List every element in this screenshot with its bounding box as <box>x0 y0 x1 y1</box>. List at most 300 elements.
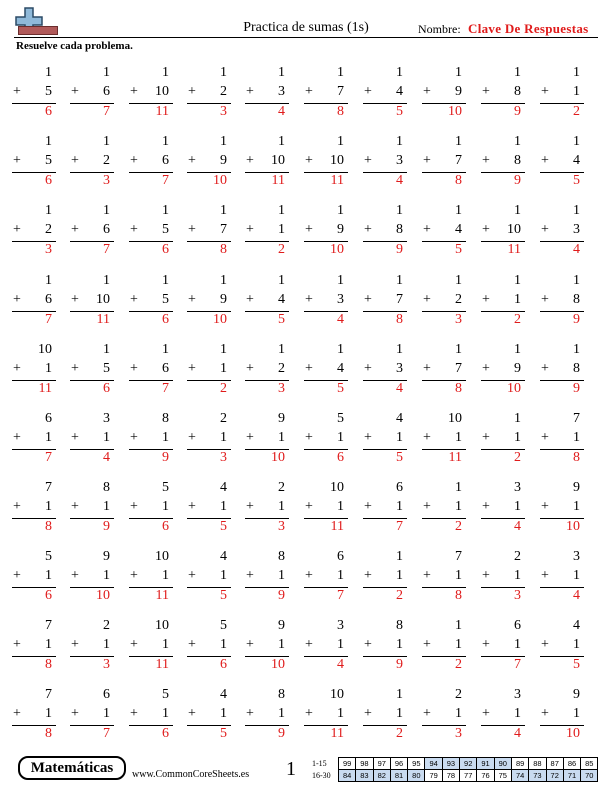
addition-problem <box>185 618 233 674</box>
answer: 2 <box>573 104 580 119</box>
problem-top-number: 1 <box>573 273 580 288</box>
answer: 3 <box>278 381 285 396</box>
problem-top-number: 8 <box>278 687 285 702</box>
plus-sign: + <box>246 84 254 99</box>
answer: 9 <box>162 450 169 465</box>
addition-problem <box>68 687 116 743</box>
problem-bottom-number: 10 <box>96 292 110 307</box>
problem-top-number: 1 <box>103 134 110 149</box>
plus-sign: + <box>188 292 196 307</box>
answer: 10 <box>507 381 521 396</box>
plus-sign: + <box>305 706 313 721</box>
addition-problem <box>127 203 175 259</box>
addition-problem <box>538 134 586 190</box>
addition-problem <box>479 134 527 190</box>
answer: 4 <box>278 104 285 119</box>
answer: 6 <box>162 312 169 327</box>
problem-bottom-number: 4 <box>278 292 285 307</box>
problem-bottom-number: 1 <box>514 292 521 307</box>
addition-problem <box>420 687 468 743</box>
problem-top-number: 6 <box>337 549 344 564</box>
problem-bottom-number: 7 <box>396 292 403 307</box>
problem-bottom-number: 6 <box>162 361 169 376</box>
plus-sign: + <box>305 84 313 99</box>
problem-bottom-number: 1 <box>220 568 227 583</box>
score-cell: 90 <box>494 758 511 770</box>
problem-bottom-number: 1 <box>396 499 403 514</box>
plus-sign: + <box>188 222 196 237</box>
problem-bottom-number: 1 <box>337 637 344 652</box>
problem-bottom-number: 3 <box>573 222 580 237</box>
addition-problem <box>538 687 586 743</box>
problem-top-number: 1 <box>396 342 403 357</box>
plus-sign: + <box>130 153 138 168</box>
problem-bottom-number: 5 <box>162 292 169 307</box>
plus-sign: + <box>71 84 79 99</box>
answer: 5 <box>278 312 285 327</box>
score-cell: 91 <box>477 758 494 770</box>
answer: 11 <box>38 381 52 396</box>
plus-sign: + <box>364 430 372 445</box>
addition-problem <box>538 411 586 467</box>
score-table <box>338 757 598 782</box>
plus-sign: + <box>246 153 254 168</box>
addition-problem <box>361 549 409 605</box>
problem-bottom-number: 1 <box>45 706 52 721</box>
answer: 5 <box>455 242 462 257</box>
answer: 5 <box>220 588 227 603</box>
answer: 9 <box>396 657 403 672</box>
plus-sign: + <box>305 568 313 583</box>
problem-top-number: 4 <box>220 480 227 495</box>
problem-bottom-number: 1 <box>220 430 227 445</box>
problem-top-number: 3 <box>573 549 580 564</box>
problem-bottom-number: 5 <box>103 361 110 376</box>
answer: 5 <box>573 657 580 672</box>
plus-sign: + <box>71 430 79 445</box>
score-cell: 84 <box>339 770 356 782</box>
problem-top-number: 1 <box>455 65 462 80</box>
score-cell: 78 <box>442 770 459 782</box>
problem-top-number: 1 <box>514 134 521 149</box>
answer: 4 <box>337 312 344 327</box>
addition-problem <box>127 618 175 674</box>
problem-top-number: 1 <box>337 273 344 288</box>
problem-bottom-number: 1 <box>514 568 521 583</box>
answer: 6 <box>45 104 52 119</box>
problem-top-number: 1 <box>455 273 462 288</box>
plus-sign: + <box>423 153 431 168</box>
score-cell: 80 <box>408 770 425 782</box>
plus-sign: + <box>246 361 254 376</box>
addition-problem <box>302 342 350 398</box>
answer: 11 <box>96 312 110 327</box>
addition-problem <box>68 549 116 605</box>
answer: 6 <box>45 588 52 603</box>
problem-top-number: 1 <box>573 203 580 218</box>
addition-problem <box>420 342 468 398</box>
problem-top-number: 1 <box>455 203 462 218</box>
answer: 11 <box>271 173 285 188</box>
answer: 5 <box>220 519 227 534</box>
answer: 2 <box>514 312 521 327</box>
addition-problem <box>302 203 350 259</box>
addition-problem <box>68 273 116 329</box>
plus-sign: + <box>541 499 549 514</box>
answer: 2 <box>396 726 403 741</box>
addition-problem <box>302 549 350 605</box>
answer: 7 <box>103 104 110 119</box>
plus-sign: + <box>130 292 138 307</box>
score-cell: 89 <box>511 758 528 770</box>
problem-top-number: 1 <box>514 65 521 80</box>
problem-top-number: 2 <box>103 618 110 633</box>
problem-top-number: 1 <box>396 134 403 149</box>
addition-problem <box>361 134 409 190</box>
problem-top-number: 10 <box>330 480 344 495</box>
problem-top-number: 4 <box>573 618 580 633</box>
answer: 6 <box>220 657 227 672</box>
addition-problem <box>361 687 409 743</box>
problem-top-number: 1 <box>278 273 285 288</box>
answer: 7 <box>45 450 52 465</box>
problem-top-number: 4 <box>396 411 403 426</box>
problem-bottom-number: 1 <box>220 499 227 514</box>
answer: 8 <box>45 519 52 534</box>
addition-problem <box>361 342 409 398</box>
problem-top-number: 3 <box>514 480 521 495</box>
score-cell: 87 <box>546 758 563 770</box>
answer: 4 <box>514 726 521 741</box>
addition-problem <box>479 342 527 398</box>
addition-problem <box>10 549 58 605</box>
addition-problem <box>302 618 350 674</box>
problem-bottom-number: 10 <box>330 153 344 168</box>
problem-bottom-number: 1 <box>103 568 110 583</box>
plus-sign: + <box>130 84 138 99</box>
answer: 8 <box>220 242 227 257</box>
problem-bottom-number: 1 <box>514 637 521 652</box>
problem-bottom-number: 1 <box>455 637 462 652</box>
addition-problem <box>127 480 175 536</box>
answer: 9 <box>396 242 403 257</box>
problem-top-number: 1 <box>514 411 521 426</box>
problem-bottom-number: 1 <box>278 568 285 583</box>
plus-sign: + <box>541 153 549 168</box>
addition-problem <box>68 134 116 190</box>
score-cell: 70 <box>581 770 598 782</box>
answer: 4 <box>573 588 580 603</box>
problem-top-number: 9 <box>278 411 285 426</box>
addition-problem <box>127 411 175 467</box>
plus-sign: + <box>188 84 196 99</box>
problem-top-number: 4 <box>220 687 227 702</box>
problem-bottom-number: 4 <box>396 84 403 99</box>
answer: 7 <box>45 312 52 327</box>
problem-top-number: 5 <box>162 480 169 495</box>
problem-top-number: 8 <box>396 618 403 633</box>
problem-top-number: 1 <box>396 687 403 702</box>
problem-bottom-number: 5 <box>45 84 52 99</box>
addition-problem <box>420 549 468 605</box>
problem-top-number: 1 <box>45 203 52 218</box>
addition-problem <box>538 65 586 121</box>
problem-top-number: 1 <box>396 273 403 288</box>
addition-problem <box>185 273 233 329</box>
problem-bottom-number: 2 <box>103 153 110 168</box>
problem-bottom-number: 6 <box>103 222 110 237</box>
plus-sign: + <box>482 430 490 445</box>
addition-problem <box>243 687 291 743</box>
addition-problem <box>302 134 350 190</box>
problem-top-number: 3 <box>103 411 110 426</box>
plus-sign: + <box>423 430 431 445</box>
problem-top-number: 10 <box>155 549 169 564</box>
problem-top-number: 1 <box>514 203 521 218</box>
answer: 6 <box>162 519 169 534</box>
plus-sign: + <box>364 706 372 721</box>
problem-bottom-number: 3 <box>396 361 403 376</box>
plus-sign: + <box>541 568 549 583</box>
plus-sign: + <box>246 637 254 652</box>
problem-top-number: 6 <box>103 687 110 702</box>
answer: 6 <box>103 381 110 396</box>
plus-sign: + <box>305 361 313 376</box>
answer: 3 <box>220 450 227 465</box>
answer: 2 <box>396 588 403 603</box>
problem-bottom-number: 6 <box>162 153 169 168</box>
problem-top-number: 7 <box>45 480 52 495</box>
answer: 10 <box>330 242 344 257</box>
plus-sign: + <box>305 637 313 652</box>
problem-bottom-number: 8 <box>573 292 580 307</box>
problem-top-number: 3 <box>514 687 521 702</box>
plus-sign: + <box>71 637 79 652</box>
answer: 10 <box>566 726 580 741</box>
plus-sign: + <box>423 568 431 583</box>
answer: 3 <box>514 588 521 603</box>
addition-problem <box>538 342 586 398</box>
problem-bottom-number: 1 <box>337 568 344 583</box>
score-cell: 98 <box>356 758 373 770</box>
plus-sign: + <box>13 222 21 237</box>
plus-sign: + <box>188 637 196 652</box>
plus-sign: + <box>130 568 138 583</box>
answer: 7 <box>103 242 110 257</box>
problem-top-number: 1 <box>514 342 521 357</box>
answer: 11 <box>155 104 169 119</box>
problem-top-number: 1 <box>220 342 227 357</box>
addition-problem <box>185 65 233 121</box>
problem-top-number: 1 <box>455 134 462 149</box>
plus-sign: + <box>13 292 21 307</box>
problem-bottom-number: 1 <box>220 361 227 376</box>
problem-bottom-number: 9 <box>220 292 227 307</box>
problem-top-number: 1 <box>103 342 110 357</box>
answer: 4 <box>396 381 403 396</box>
problem-bottom-number: 1 <box>162 499 169 514</box>
plus-sign: + <box>13 499 21 514</box>
problem-top-number: 7 <box>573 411 580 426</box>
answer: 11 <box>330 173 344 188</box>
problem-top-number: 1 <box>45 273 52 288</box>
answer: 10 <box>271 657 285 672</box>
addition-problem <box>243 134 291 190</box>
problem-bottom-number: 1 <box>278 222 285 237</box>
problem-top-number: 5 <box>45 549 52 564</box>
problem-bottom-number: 3 <box>396 153 403 168</box>
addition-problem <box>420 480 468 536</box>
problem-bottom-number: 1 <box>337 706 344 721</box>
problem-bottom-number: 7 <box>337 84 344 99</box>
answer: 2 <box>455 519 462 534</box>
problem-top-number: 2 <box>278 480 285 495</box>
score-cell: 97 <box>373 758 390 770</box>
answer: 9 <box>514 104 521 119</box>
addition-problem <box>302 687 350 743</box>
problem-top-number: 1 <box>396 203 403 218</box>
problem-top-number: 2 <box>220 411 227 426</box>
problem-bottom-number: 1 <box>278 637 285 652</box>
answer: 4 <box>514 519 521 534</box>
problem-bottom-number: 1 <box>573 84 580 99</box>
plus-sign: + <box>71 292 79 307</box>
problem-top-number: 10 <box>155 618 169 633</box>
addition-problem <box>243 480 291 536</box>
addition-problem <box>479 65 527 121</box>
problem-top-number: 1 <box>337 342 344 357</box>
problem-bottom-number: 1 <box>278 499 285 514</box>
addition-problem <box>10 618 58 674</box>
problem-top-number: 9 <box>573 480 580 495</box>
addition-problem <box>302 411 350 467</box>
plus-sign: + <box>13 637 21 652</box>
score-cell: 76 <box>477 770 494 782</box>
answer: 5 <box>337 381 344 396</box>
answer: 7 <box>103 726 110 741</box>
problem-bottom-number: 1 <box>455 430 462 445</box>
problem-top-number: 10 <box>38 342 52 357</box>
answer: 10 <box>213 312 227 327</box>
problem-top-number: 1 <box>162 342 169 357</box>
problem-bottom-number: 1 <box>337 499 344 514</box>
problem-bottom-number: 1 <box>103 430 110 445</box>
answer: 8 <box>455 588 462 603</box>
addition-problem <box>10 134 58 190</box>
addition-problem <box>185 549 233 605</box>
plus-sign: + <box>305 430 313 445</box>
answer: 3 <box>278 519 285 534</box>
problem-top-number: 2 <box>514 549 521 564</box>
problem-top-number: 1 <box>337 65 344 80</box>
addition-problem <box>302 480 350 536</box>
score-row-label: 16-30 <box>312 771 331 780</box>
addition-problem <box>10 411 58 467</box>
problem-bottom-number: 1 <box>220 706 227 721</box>
problem-bottom-number: 1 <box>162 568 169 583</box>
problem-bottom-number: 9 <box>337 222 344 237</box>
problem-top-number: 1 <box>337 203 344 218</box>
problem-top-number: 1 <box>103 203 110 218</box>
addition-problem <box>538 618 586 674</box>
answer: 10 <box>96 588 110 603</box>
page-title: Practica de sumas (1s) <box>243 20 369 35</box>
score-cell: 75 <box>494 770 511 782</box>
answer: 11 <box>155 657 169 672</box>
problem-top-number: 10 <box>330 687 344 702</box>
plus-sign: + <box>71 153 79 168</box>
answer: 5 <box>220 726 227 741</box>
problem-bottom-number: 7 <box>455 361 462 376</box>
plus-sign: + <box>423 361 431 376</box>
score-cell: 86 <box>563 758 580 770</box>
score-cell: 92 <box>460 758 477 770</box>
plus-sign: + <box>423 637 431 652</box>
answer: 3 <box>220 104 227 119</box>
addition-problem <box>185 411 233 467</box>
problem-top-number: 1 <box>396 549 403 564</box>
answer: 3 <box>103 173 110 188</box>
problem-bottom-number: 1 <box>514 706 521 721</box>
problem-top-number: 8 <box>162 411 169 426</box>
addition-problem <box>243 203 291 259</box>
addition-problem <box>479 687 527 743</box>
plus-sign: + <box>13 430 21 445</box>
plus-sign: + <box>482 637 490 652</box>
plus-sign: + <box>71 706 79 721</box>
addition-problem <box>243 65 291 121</box>
plus-sign: + <box>246 499 254 514</box>
addition-problem <box>68 65 116 121</box>
addition-problem <box>538 480 586 536</box>
addition-problem <box>420 618 468 674</box>
name-label: Nombre: <box>418 22 461 36</box>
problem-bottom-number: 1 <box>220 637 227 652</box>
plus-sign: + <box>364 361 372 376</box>
problem-top-number: 7 <box>45 687 52 702</box>
answer: 6 <box>162 726 169 741</box>
addition-problem <box>68 342 116 398</box>
problem-top-number: 9 <box>278 618 285 633</box>
plus-sign: + <box>482 361 490 376</box>
addition-problem <box>420 203 468 259</box>
problem-bottom-number: 1 <box>396 637 403 652</box>
answer: 8 <box>337 104 344 119</box>
problem-top-number: 6 <box>45 411 52 426</box>
name-value: Clave De Respuestas <box>468 21 589 36</box>
problem-bottom-number: 1 <box>514 430 521 445</box>
problem-top-number: 1 <box>220 203 227 218</box>
problem-bottom-number: 5 <box>162 222 169 237</box>
addition-problem <box>538 203 586 259</box>
problem-top-number: 9 <box>573 687 580 702</box>
problem-bottom-number: 1 <box>103 706 110 721</box>
plus-sign: + <box>423 706 431 721</box>
addition-problem <box>479 273 527 329</box>
problem-bottom-number: 1 <box>573 568 580 583</box>
problem-bottom-number: 4 <box>573 153 580 168</box>
plus-sign: + <box>188 499 196 514</box>
answer: 9 <box>103 519 110 534</box>
plus-sign: + <box>246 222 254 237</box>
addition-problem <box>185 480 233 536</box>
plus-sign: + <box>541 292 549 307</box>
problem-bottom-number: 1 <box>573 430 580 445</box>
problem-bottom-number: 1 <box>396 568 403 583</box>
addition-problem <box>10 203 58 259</box>
answer: 2 <box>514 450 521 465</box>
problem-bottom-number: 1 <box>45 637 52 652</box>
